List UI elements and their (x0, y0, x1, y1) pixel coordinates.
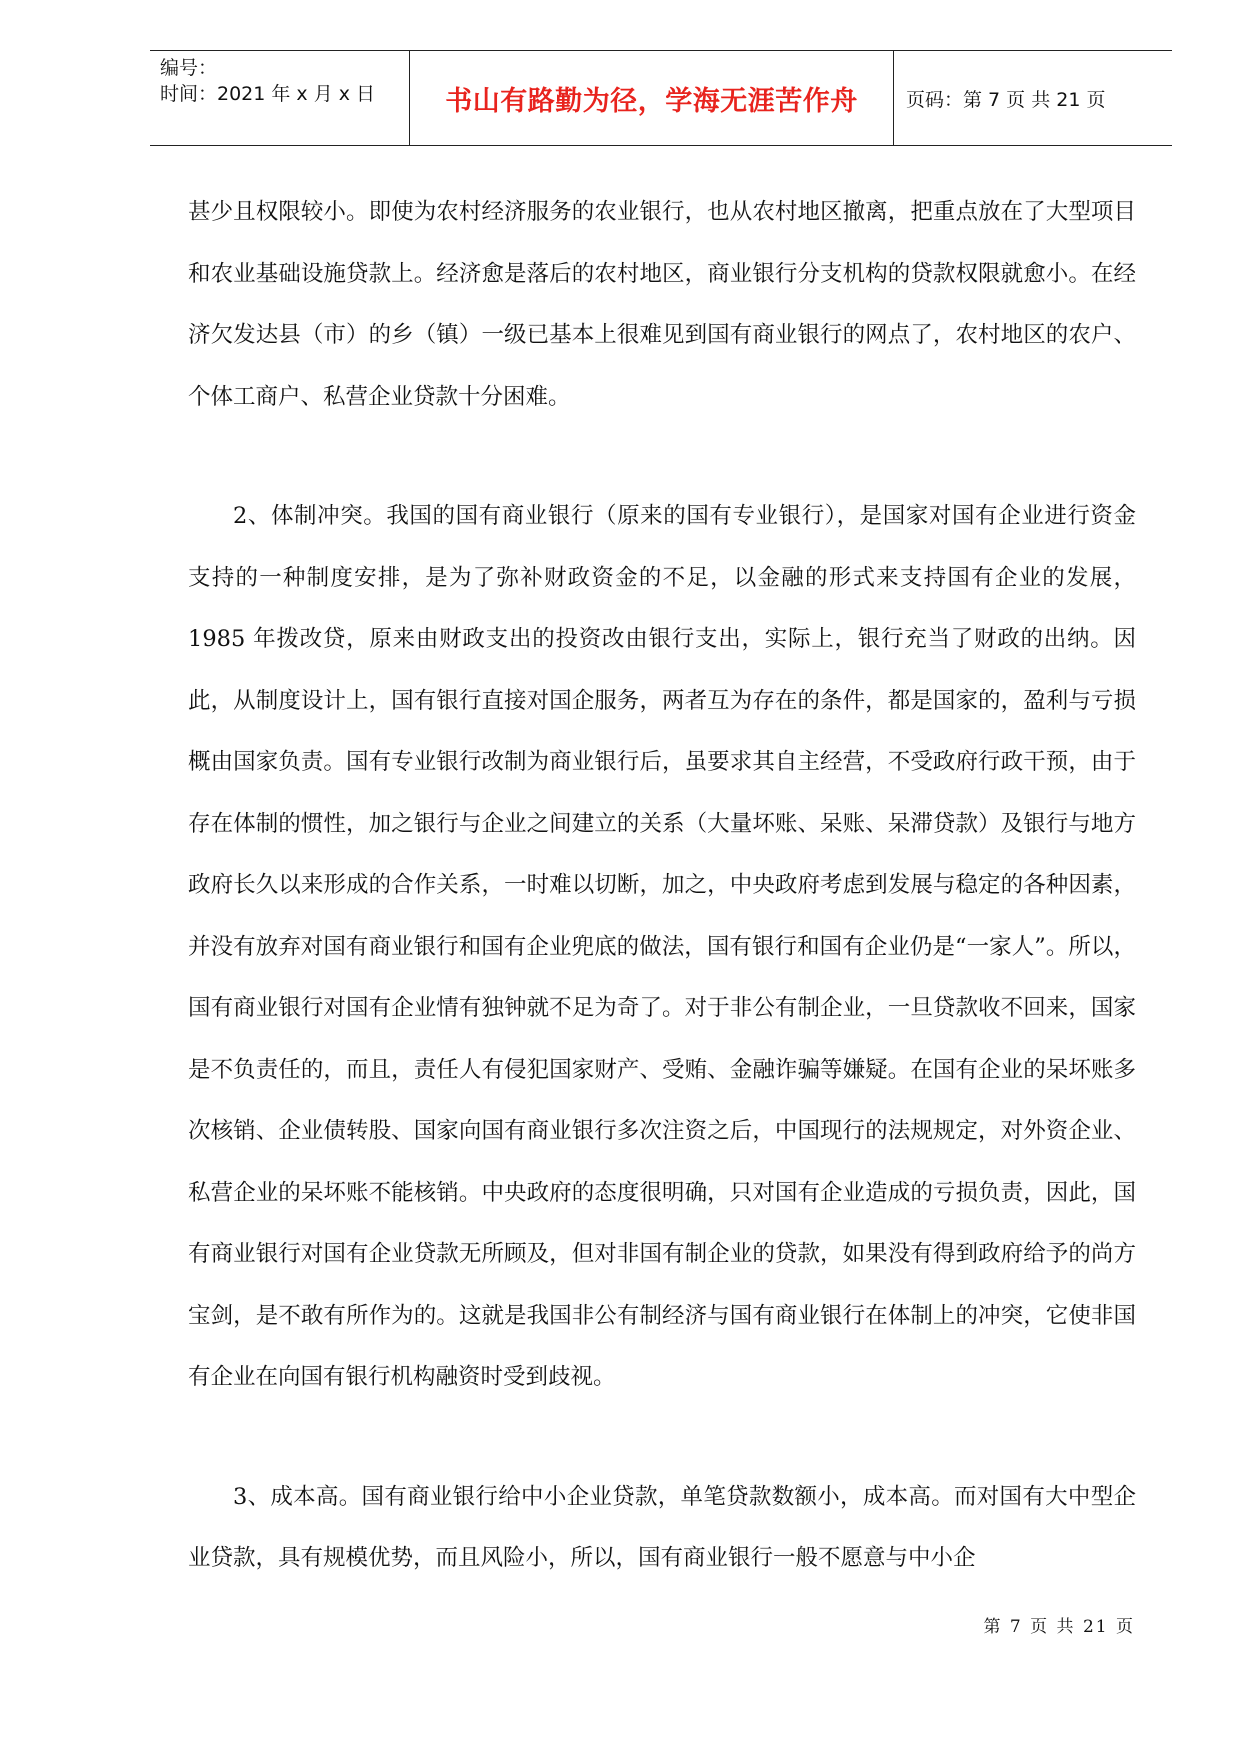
paragraph-gap (188, 428, 1136, 486)
header-page-label: 页码：第 7 页 共 21 页 (906, 88, 1106, 111)
page-header (150, 50, 1172, 146)
document-number-label: 编号： (160, 57, 218, 79)
paragraph-institutional-conflict: 2、体制冲突。我国的国有商业银行（原来的国有专业银行），是国家对国有企业进行资金支持的一种制度安排，是为了弥补财政资金的不足，以金融的形式来支持国有企业的发展，1985 年拨改贷，原来由财政支出的投资改由银行支出，实际上，银行充当了财政的出纳。因此，从制度设计上，国有银行直接对国企服务，两者互为存在的条件，都是国家的，盈利与亏损概由国家负责。国有专业银行改制为商业银行后，虽要求其自主经营，不受政府行政干预，由于存在体制的惯性，加之银行与企业之间建立的关系（大量坏账、呆账、呆滞贷款）及银行与地方政府长久以来形成的合作关系，一时难以切断，加之，中央政府考虑到发展与稳定的各种因素，并没有放弃对国有商业银行和国有企业兜底的做法，国有银行和国有企业仍是“一家人”。所以，国有商业银行对国有企业情有独钟就不足为奇了。对于非公有制企业，一旦贷款收不回来，国家是不负责任的，而且，责任人有侵犯国家财产、受贿、金融诈骗等嫌疑。在国有企业的呆坏账多次核销、企业债转股、国家向国有商业银行多次注资之后，中国现行的法规规定，对外资企业、私营企业的呆坏账不能核销。中央政府的态度很明确，只对国有企业造成的亏损负责，因此，国有商业银行对国有企业贷款无所顾及，但对非国有制企业的贷款，如果没有得到政府给予的尚方宝剑，是不敢有所作为的。这就是我国非公有制经济与国有商业银行在体制上的冲突，它使非国有企业在向国有银行机构融资时受到歧视。 (188, 503, 1136, 1390)
document-body (188, 182, 1136, 1590)
page-footer: 第 7 页 共 21 页 (983, 1617, 1135, 1637)
header-motto-cell (410, 51, 894, 145)
document-time-label: 时间：2021 年 x 月 x 日 (160, 83, 376, 105)
paragraph-high-cost: 3、成本高。国有商业银行给中小企业贷款，单笔贷款数额小，成本高。而对国有大中型企业贷款，具有规模优势，而且风险小，所以，国有商业银行一般不愿意与中小企 (188, 1483, 1136, 1571)
header-motto: 书山有路勤为径，学海无涯苦作舟 (445, 85, 858, 117)
paragraph-continued: 甚少且权限较小。即使为农村经济服务的农业银行，也从农村地区撤离，把重点放在了大型项目和农业基础设施贷款上。经济愈是落后的农村地区，商业银行分支机构的贷款权限就愈小。在经济欠发达县（市）的乡（镇）一级已基本上很难见到国有商业银行的网点了，农村地区的农户、个体工商户、私营企业贷款十分困难。 (188, 199, 1136, 410)
header-page-cell (894, 51, 1172, 145)
header-meta (150, 51, 410, 145)
paragraph-gap (188, 1409, 1136, 1467)
